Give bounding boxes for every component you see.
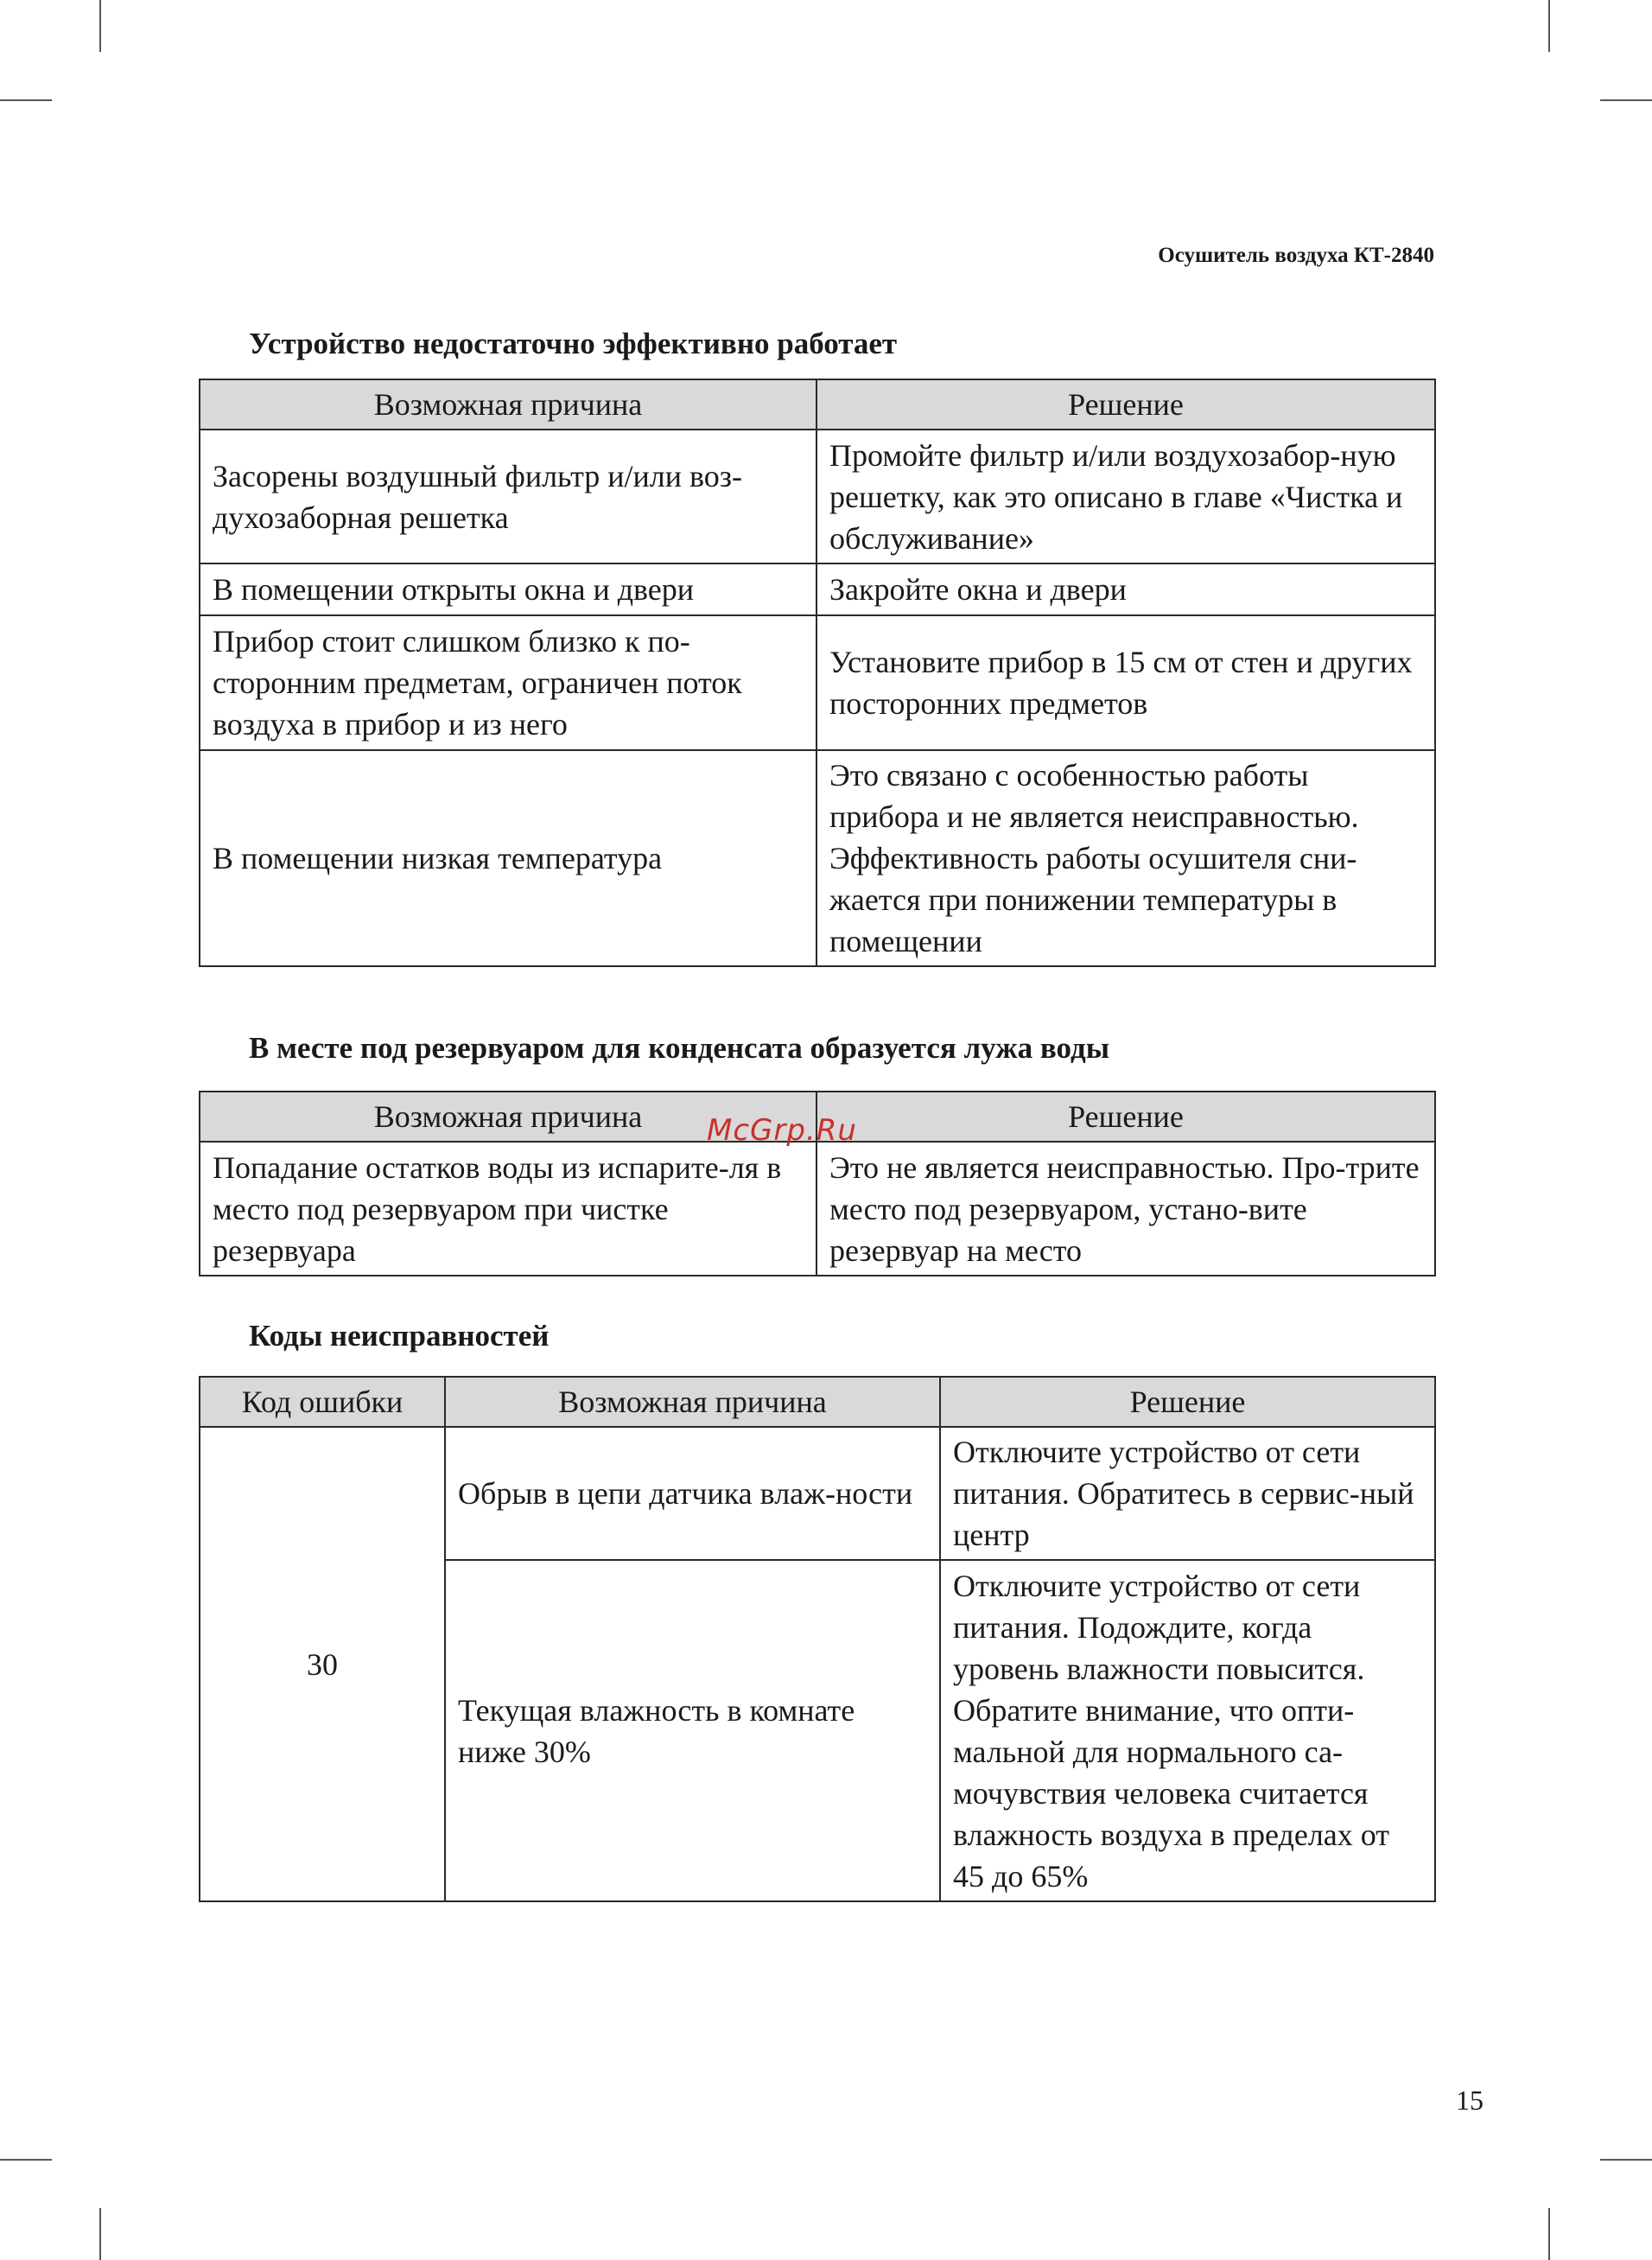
column-header-solution: Решение — [816, 1092, 1435, 1142]
column-header-cause: Возможная причина — [200, 379, 816, 430]
section-heading-water-puddle: В месте под резервуаром для конденсата образуется лужа воды — [249, 1031, 1110, 1065]
crop-mark — [99, 2208, 101, 2260]
crop-mark — [1600, 99, 1652, 101]
crop-mark — [0, 2159, 52, 2161]
cause-cell: В помещении низкая температура — [200, 750, 816, 966]
running-header: Осушитель воздуха КТ-2840 — [1158, 244, 1434, 267]
table-row — [200, 430, 1435, 563]
section-heading-error-codes: Коды неисправностей — [249, 1319, 550, 1353]
column-header-cause: Возможная причина — [445, 1377, 940, 1427]
column-header-solution: Решение — [940, 1377, 1435, 1427]
solution-cell: Отключите устройство от сети питания. Подождите, когда уровень влажности повысится. Обратите внимание, что опти-мальной для нормального са-мочувствия человека считается влажность воздуха в пределах от 45 до 65% — [940, 1560, 1435, 1901]
cause-cell: В помещении открыты окна и двери — [200, 563, 816, 615]
crop-mark — [1600, 2159, 1652, 2161]
section-heading-efficiency: Устройство недостаточно эффективно работает — [249, 327, 898, 360]
page-number: 15 — [1456, 2085, 1484, 2116]
crop-mark — [1548, 0, 1550, 52]
crop-mark — [1548, 2208, 1550, 2260]
solution-cell: Это не является неисправностью. Про-трите место под резервуаром, устано-вите резервуар на место — [816, 1142, 1435, 1276]
table-row — [200, 563, 1435, 615]
solution-cell: Это связано с особенностью работы прибора и не является неисправностью. Эффективность работы осушителя сни-жается при понижении температуры в помещении — [816, 750, 1435, 966]
column-header-solution: Решение — [816, 379, 1435, 430]
cause-cell: Попадание остатков воды из испарите-ля в место под резервуаром при чистке резервуара — [200, 1142, 816, 1276]
cause-cell: Прибор стоит слишком близко к по-сторонним предметам, ограничен поток воздуха в прибор и из него — [200, 615, 816, 750]
table-efficiency — [199, 379, 1436, 967]
table-row — [200, 615, 1435, 750]
solution-cell: Промойте фильтр и/или воздухозабор-ную решетку, как это описано в главе «Чистка и обслуживание» — [816, 430, 1435, 563]
crop-mark — [99, 0, 101, 52]
watermark: McGrp.Ru — [707, 1113, 857, 1148]
table-row — [200, 1427, 1435, 1560]
column-header-cause: Возможная причина — [200, 1092, 816, 1142]
cause-cell: Текущая влажность в комнате ниже 30% — [445, 1560, 940, 1901]
table-header-row — [200, 379, 1435, 430]
crop-mark — [0, 99, 52, 101]
column-header-error-code: Код ошибки — [200, 1377, 445, 1427]
solution-cell: Закройте окна и двери — [816, 563, 1435, 615]
table-row — [200, 750, 1435, 966]
solution-cell: Установите прибор в 15 см от стен и других посторонних предметов — [816, 615, 1435, 750]
table-error-codes — [199, 1376, 1436, 1902]
error-code-cell: 30 — [200, 1427, 445, 1901]
cause-cell: Обрыв в цепи датчика влаж-ности — [445, 1427, 940, 1560]
solution-cell: Отключите устройство от сети питания. Обратитесь в сервис-ный центр — [940, 1427, 1435, 1560]
cause-cell: Засорены воздушный фильтр и/или воз-духозаборная решетка — [200, 430, 816, 563]
table-row — [200, 1142, 1435, 1276]
table-header-row — [200, 1377, 1435, 1427]
